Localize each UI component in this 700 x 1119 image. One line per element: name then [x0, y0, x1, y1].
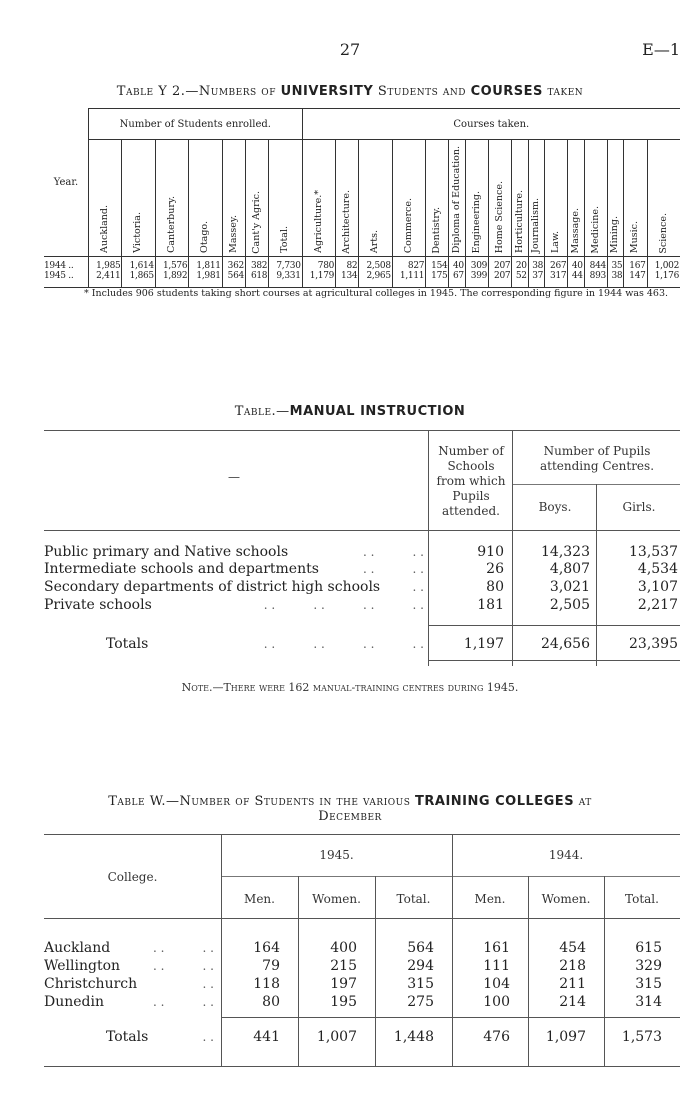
total-cell: 1,573: [621, 1029, 662, 1045]
value-cell: 454: [559, 940, 586, 956]
courses-header: Courses taken.: [302, 109, 680, 140]
girls-total: 23,395: [629, 636, 678, 652]
college-label: Auckland: [44, 940, 111, 956]
value-cell: 111: [483, 958, 510, 974]
value-cell: 315: [407, 976, 434, 992]
column-header: Diploma of Education.: [449, 140, 465, 257]
column-header: Dentistry.: [426, 140, 449, 257]
column-header: Science.: [647, 140, 680, 257]
women-header: Women.: [541, 892, 591, 906]
column-header: Engineering.: [465, 140, 488, 257]
table-w: [44, 834, 680, 1070]
leader-dots: . . . .: [152, 959, 214, 973]
value-cell: 38: [607, 271, 623, 288]
column-header: Cant'y Agric.: [245, 140, 268, 257]
column-header: Victoria.: [122, 140, 155, 257]
women-header: Women.: [312, 892, 361, 906]
leader-dots: . .: [202, 977, 214, 991]
boys-value: 4,807: [549, 561, 590, 577]
table-w-title: Table W.—Number of Students in the various TRAINING COLLEGES at December: [108, 794, 592, 824]
value-cell: 362: [222, 257, 245, 272]
value-cell: 2,411: [89, 271, 122, 288]
value-cell: 175: [426, 271, 449, 288]
column-header: Auckland.: [89, 140, 122, 257]
value-cell: 618: [245, 271, 268, 288]
column-header: Canterbury.: [155, 140, 188, 257]
column-header: Agriculture.*: [302, 140, 335, 257]
value-cell: 1,981: [189, 271, 222, 288]
year-1944-header: 1944.: [548, 848, 584, 862]
total-header: Total.: [396, 892, 431, 906]
value-cell: 329: [635, 958, 662, 974]
value-cell: 79: [262, 958, 280, 974]
value-cell: 1,811: [189, 257, 222, 272]
value-cell: 399: [465, 271, 488, 288]
value-cell: 35: [607, 257, 623, 272]
value-cell: 134: [336, 271, 359, 288]
boys-total: 24,656: [541, 636, 590, 652]
table-row: [44, 271, 680, 288]
value-cell: 780: [302, 257, 335, 272]
row-label: Intermediate schools and departments: [44, 561, 319, 577]
value-cell: 195: [330, 994, 357, 1010]
value-cell: 1,865: [122, 271, 155, 288]
year-cell: 1945 ..: [44, 271, 89, 288]
college-label: Christchurch: [44, 976, 138, 992]
total-cell: 476: [483, 1029, 510, 1045]
value-cell: 118: [253, 976, 280, 992]
year-header: Year.: [44, 109, 89, 257]
manual-instruction-title: Table.—MANUAL INSTRUCTION: [234, 404, 466, 419]
college-label: Wellington: [44, 958, 121, 974]
value-cell: 827: [392, 257, 425, 272]
value-cell: 564: [222, 271, 245, 288]
total-cell: 1,448: [393, 1029, 434, 1045]
value-cell: 1,111: [392, 271, 425, 288]
value-cell: 167: [624, 257, 647, 272]
value-cell: 82: [336, 257, 359, 272]
totals-label: Totals: [106, 636, 149, 652]
leader-dots: . . . . . . . .: [263, 598, 424, 612]
value-cell: 1,179: [302, 271, 335, 288]
men-header: Men.: [244, 892, 275, 906]
value-cell: 275: [407, 994, 434, 1010]
value-cell: 161: [483, 940, 510, 956]
totals-label: Totals: [106, 1029, 149, 1045]
column-header: Law.: [545, 140, 568, 257]
table-y2: [44, 108, 680, 288]
schools-value: 26: [486, 561, 504, 577]
value-cell: 211: [559, 976, 586, 992]
value-cell: 844: [584, 257, 607, 272]
value-cell: 317: [545, 271, 568, 288]
column-header: Arts.: [359, 140, 392, 257]
value-cell: 564: [407, 940, 434, 956]
page-code: E—1: [642, 40, 680, 59]
table-y2-title: Table Y 2.—Numbers of UNIVERSITY Students and COURSES taken: [116, 84, 584, 99]
leader-dots: . .: [412, 580, 424, 594]
page-number: 27: [339, 40, 361, 59]
leader-dots: . . . .: [362, 562, 424, 576]
column-header: Total.: [269, 140, 302, 257]
girls-value: 2,217: [637, 597, 678, 613]
value-cell: 44: [568, 271, 584, 288]
column-header: Massey.: [222, 140, 245, 257]
value-cell: 218: [559, 958, 586, 974]
value-cell: 9,331: [269, 271, 302, 288]
year-1945-header: 1945.: [319, 848, 354, 862]
total-cell: 441: [253, 1029, 280, 1045]
total-cell: 1,097: [545, 1029, 586, 1045]
value-cell: 104: [483, 976, 510, 992]
column-header: Music.: [624, 140, 647, 257]
value-cell: 1,176: [647, 271, 680, 288]
value-cell: 315: [635, 976, 662, 992]
value-cell: 893: [584, 271, 607, 288]
value-cell: 37: [528, 271, 544, 288]
value-cell: 1,614: [122, 257, 155, 272]
value-cell: 314: [635, 994, 662, 1010]
column-header: Home Science.: [489, 140, 512, 257]
value-cell: 1,002: [647, 257, 680, 272]
stub-header: —: [228, 470, 240, 484]
column-header: Journalism.: [528, 140, 544, 257]
enrolled-header: Number of Students enrolled.: [89, 109, 303, 140]
row-label: Private schools: [44, 597, 152, 613]
value-cell: 147: [624, 271, 647, 288]
row-label: Public primary and Native schools: [44, 544, 289, 560]
leader-dots: . . . . . . . .: [263, 637, 424, 651]
college-header: College.: [107, 870, 158, 884]
column-header: Otago.: [189, 140, 222, 257]
value-cell: 154: [426, 257, 449, 272]
total-cell: 1,007: [316, 1029, 357, 1045]
value-cell: 1,576: [155, 257, 188, 272]
value-cell: 7,730: [269, 257, 302, 272]
value-cell: 309: [465, 257, 488, 272]
row-label: Secondary departments of district high schools: [44, 579, 381, 595]
men-header: Men.: [474, 892, 506, 906]
value-cell: 207: [489, 271, 512, 288]
value-cell: 214: [559, 994, 586, 1010]
value-cell: 197: [330, 976, 357, 992]
value-cell: 52: [512, 271, 528, 288]
schools-value: 181: [477, 597, 504, 613]
column-header: Horticulture.: [512, 140, 528, 257]
value-cell: 38: [528, 257, 544, 272]
column-header: Mining.: [607, 140, 623, 257]
boys-value: 2,505: [549, 597, 590, 613]
value-cell: 2,508: [359, 257, 392, 272]
value-cell: 382: [245, 257, 268, 272]
year-cell: 1944 ..: [44, 261, 74, 272]
value-cell: 100: [483, 994, 510, 1010]
pupils-header: Number of Pupils attending Centres.: [539, 444, 655, 473]
value-cell: 215: [330, 958, 357, 974]
value-cell: 164: [253, 940, 280, 956]
column-header: Commerce.: [392, 140, 425, 257]
value-cell: 267: [545, 257, 568, 272]
leader-dots: . . . .: [152, 941, 214, 955]
boys-header: Boys.: [538, 500, 572, 514]
girls-value: 3,107: [637, 579, 678, 595]
table-row: [44, 257, 680, 272]
manual-instruction-table: [44, 430, 680, 666]
girls-value: 13,537: [629, 544, 678, 560]
leader-dots: . . . .: [152, 995, 214, 1009]
college-label: Dunedin: [44, 994, 104, 1010]
value-cell: 615: [635, 940, 662, 956]
value-cell: 1,985: [89, 257, 122, 272]
value-cell: 400: [330, 940, 357, 956]
schools-value: 910: [477, 544, 504, 560]
girls-header: Girls.: [622, 500, 656, 514]
value-cell: 2,965: [359, 271, 392, 288]
schools-header: Number of Schools from which Pupils attended.: [436, 444, 506, 518]
boys-value: 14,323: [541, 544, 590, 560]
leader-dots: . .: [202, 1030, 214, 1044]
value-cell: 40: [568, 257, 584, 272]
value-cell: 20: [512, 257, 528, 272]
schools-value: 80: [486, 579, 504, 595]
value-cell: 80: [262, 994, 280, 1010]
value-cell: 207: [489, 257, 512, 272]
value-cell: 67: [449, 271, 465, 288]
boys-value: 3,021: [549, 579, 590, 595]
value-cell: 294: [407, 958, 434, 974]
girls-value: 4,534: [637, 561, 678, 577]
column-header: Medicine.: [584, 140, 607, 257]
table-y2-footnote: * Includes 906 students taking short courses at agricultural colleges in 1945. The corresponding figure in 1944 was 463.: [84, 288, 669, 299]
column-header: Massage.: [568, 140, 584, 257]
value-cell: 1,892: [155, 271, 188, 288]
manual-instruction-note: Note.—There were 162 manual-training centres during 1945.: [181, 681, 519, 694]
value-cell: 40: [449, 257, 465, 272]
column-header: Architecture.: [336, 140, 359, 257]
total-header: Total.: [625, 892, 659, 906]
leader-dots: . . . .: [362, 545, 424, 559]
schools-total: 1,197: [463, 636, 504, 652]
